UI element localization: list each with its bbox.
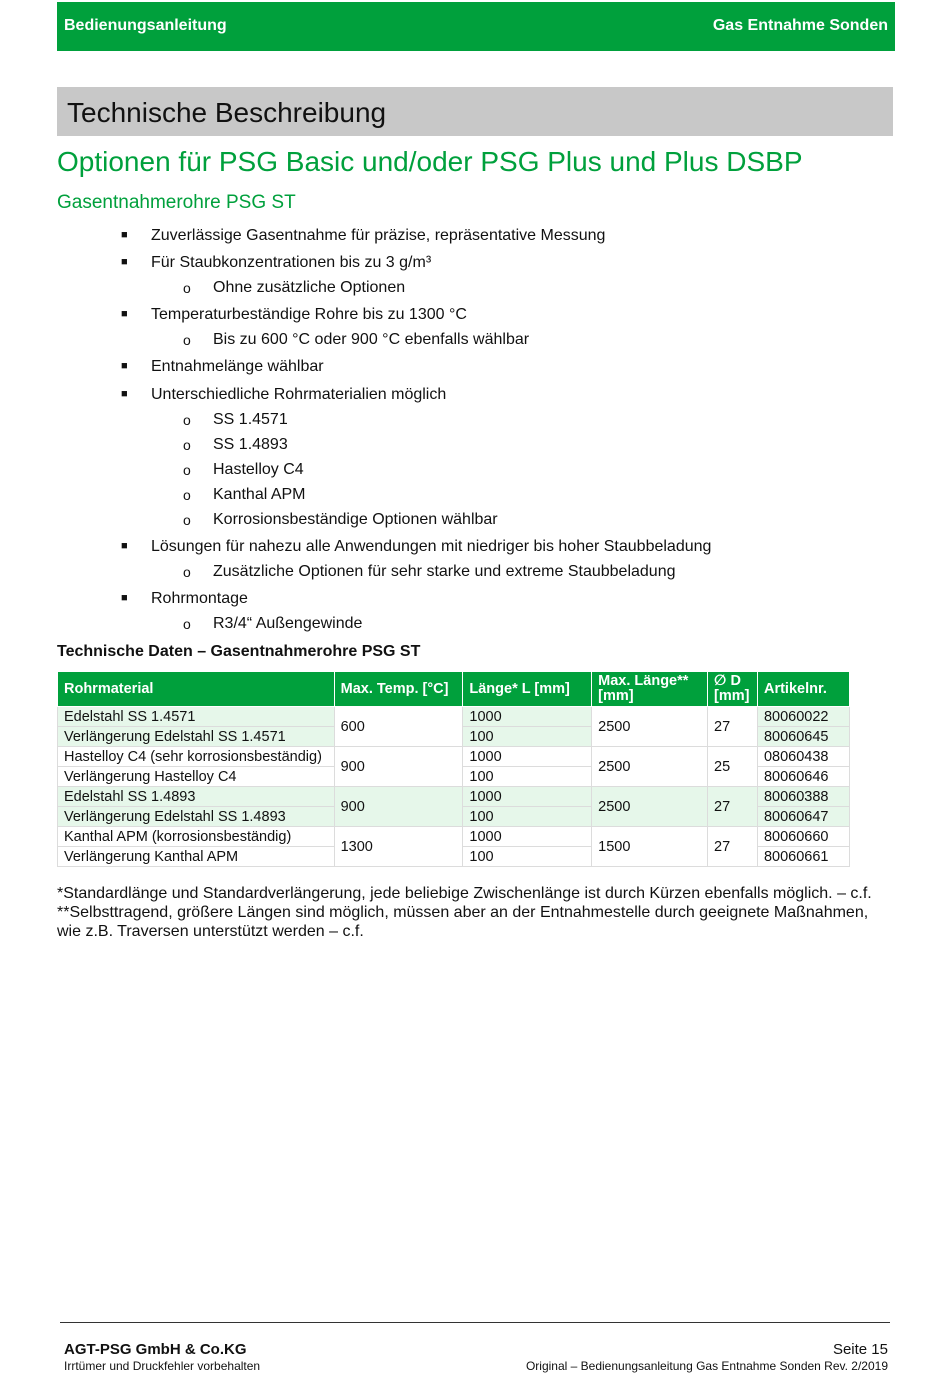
section-title: Technische Beschreibung [67,97,387,128]
table-header-row [58,672,850,707]
cell-length: 1000 [463,827,592,847]
footer-disclaimer: Irrtümer und Druckfehler vorbehalten [64,1359,261,1373]
cell-length: 1000 [463,787,592,807]
square-bullet-icon: ■ [121,229,128,241]
cell-article-no: 80060388 [757,787,849,807]
table-footnotes [57,884,887,941]
footer-divider [60,1322,890,1323]
cell-diameter: 27 [708,707,758,747]
page-subheading: Gasentnahmerohre PSG ST [57,192,296,213]
circle-bullet-icon: o [183,437,191,453]
col-header-article-no: Artikelnr. [757,672,849,707]
cell-max-length: 2500 [592,787,708,827]
cell-article-no: 80060646 [757,767,849,787]
cell-material: Edelstahl SS 1.4571 [58,707,335,727]
cell-length: 100 [463,807,592,827]
cell-diameter: 27 [708,827,758,867]
circle-bullet-icon: o [183,487,191,503]
circle-bullet-icon: o [183,412,191,428]
cell-material: Verlängerung Hastelloy C4 [58,767,335,787]
cell-material: Verlängerung Kanthal APM [58,847,335,867]
cell-article-no: 80060661 [757,847,849,867]
cell-article-no: 80060022 [757,707,849,727]
footer-company: AGT-PSG GmbH & Co.KG [64,1341,247,1358]
cell-length: 1000 [463,747,592,767]
table-row [58,787,850,807]
cell-length: 1000 [463,707,592,727]
circle-bullet-icon: o [183,512,191,528]
footer-page-number: Seite 15 [832,1341,888,1358]
cell-max-temp: 900 [334,787,463,827]
header-doc-type: Bedienungsanleitung [64,17,227,34]
square-bullet-icon: ■ [121,256,128,268]
table-row [58,747,850,767]
cell-max-length: 2500 [592,747,708,787]
col-header-max-temp: Max. Temp. [°C] [334,672,463,707]
cell-article-no: 80060645 [757,727,849,747]
circle-bullet-icon: o [183,564,191,580]
cell-material: Hastelloy C4 (sehr korrosionsbeständig) [58,747,335,767]
circle-bullet-icon: o [183,462,191,478]
cell-article-no: 80060660 [757,827,849,847]
footnote-standard-length: *Standardlänge und Standardverlängerung, jede beliebige Zwischenlänge ist durch Kürzen ebenfalls möglich. – c.f. [57,885,872,902]
cell-max-temp: 600 [334,707,463,747]
section-title-bar [57,87,893,136]
cell-article-no: 08060438 [757,747,849,767]
tech-data-table [57,671,850,867]
square-bullet-icon: ■ [121,388,128,400]
circle-bullet-icon: o [183,280,191,296]
col-header-length: Länge* L [mm] [463,672,592,707]
table-row [58,827,850,847]
cell-length: 100 [463,847,592,867]
cell-diameter: 25 [708,747,758,787]
square-bullet-icon: ■ [121,308,128,320]
col-header-diameter: ∅ D [mm] [708,672,758,707]
col-header-max-length: Max. Länge** [mm] [592,672,708,707]
cell-length: 100 [463,767,592,787]
page-header [57,2,895,51]
cell-material: Verlängerung Edelstahl SS 1.4571 [58,727,335,747]
page-heading: Optionen für PSG Basic und/oder PSG Plus und Plus DSBP [57,146,803,177]
cell-max-length: 2500 [592,707,708,747]
col-header-material: Rohrmaterial [58,672,335,707]
cell-diameter: 27 [708,787,758,827]
cell-material: Verlängerung Edelstahl SS 1.4893 [58,807,335,827]
cell-material: Edelstahl SS 1.4893 [58,787,335,807]
square-bullet-icon: ■ [121,360,128,372]
cell-max-length: 1500 [592,827,708,867]
footnote-self-supporting: **Selbsttragend, größere Längen sind möglich, müssen aber an der Entnahmestelle durch geeignete Maßnahmen, wie z.B. Traversen unterstützt werden – c.f. [57,904,869,940]
cell-article-no: 80060647 [757,807,849,827]
cell-material: Kanthal APM (korrosionsbeständig) [58,827,335,847]
cell-length: 100 [463,727,592,747]
circle-bullet-icon: o [183,332,191,348]
square-bullet-icon: ■ [121,540,128,552]
square-bullet-icon: ■ [121,592,128,604]
header-product: Gas Entnahme Sonden [712,17,888,34]
circle-bullet-icon: o [183,616,191,632]
cell-max-temp: 900 [334,747,463,787]
footer-revision: Original – Bedienungsanleitung Gas Entnahme Sonden Rev. 2/2019 [525,1359,888,1373]
table-title: Technische Daten – Gasentnahmerohre PSG ST [57,643,421,660]
table-row [58,707,850,727]
cell-max-temp: 1300 [334,827,463,867]
